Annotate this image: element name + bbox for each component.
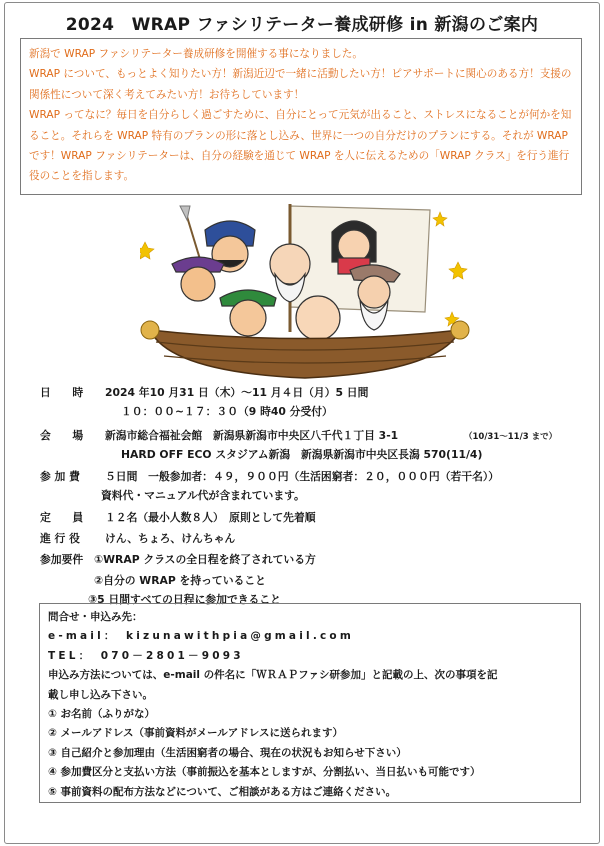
- lucky-gods: [172, 221, 400, 340]
- application-method-2: 載し申し込み下さい。: [48, 688, 153, 701]
- date-value: 2024 年10 月31 日（木）～11 月４日（月）5 日間: [105, 386, 369, 399]
- fee-value-2: 資料代・マニュアル代が含まれています。: [101, 489, 305, 502]
- contact-tel: TEL： 070－2801－9093: [48, 649, 244, 662]
- application-item: ⑤ 事前資料の配布方法などについて、ご相談がある方はご連絡ください。: [48, 785, 397, 798]
- boat-hull: [150, 330, 460, 378]
- application-item: ④ 参加費区分と支払い方法（事前振込を基本としますが、分割払い、当日払いも可能です）: [48, 766, 481, 779]
- requirement-item: ①WRAP クラスの全日程を終了されている方: [94, 553, 316, 566]
- venue-value-2: HARD OFF ECO スタジアム新潟 新潟県新潟市中央区長潟 570(11/4): [121, 448, 483, 461]
- contact-box: [39, 603, 581, 803]
- time-value: １０：００~１７：３０（9 時40 分受付）: [121, 405, 333, 418]
- contact-heading: 問合せ・申込み先：: [48, 611, 143, 623]
- requirement-item: ③5 日間すべての日程に参加できること: [88, 593, 281, 606]
- date-label: 日 時: [40, 386, 84, 399]
- application-item: ② メールアドレス（事前資料がメールアドレスに送られます）: [48, 727, 343, 740]
- facilitator-value: けん、ちょろ、けんちゃん: [105, 532, 236, 545]
- application-method-1: 申込み方法については、e-mail の件名に「ＷＲＡＰファシ研参加」と記載の上、次の事項を記: [48, 669, 498, 682]
- intro-paragraph-2: WRAP について、もっとよく知りたい方！新潟近辺で一緒に活動したい方！ピアサポートに関心のある方！支援の関係性について深く考えてみたい方！お待ちしています！: [29, 68, 572, 101]
- intro-box: [20, 38, 582, 195]
- requirement-item: ②自分の WRAP を持っていること: [94, 574, 266, 587]
- application-item: ① お名前（ふりがな）: [48, 708, 156, 721]
- venue-note: （10/31～11/3 まで）: [464, 432, 558, 442]
- facilitator-label: 進 行 役: [40, 532, 80, 545]
- intro-paragraph-1: 新潟で WRAP ファシリテーター養成研修を開催する事になりました。: [29, 48, 363, 60]
- application-item: ③ 自己紹介と参加理由（生活困窮者の場合、現在の状況もお知らせ下さい）: [48, 746, 407, 759]
- requirements-label: 参加要件: [40, 553, 84, 566]
- capacity-label: 定 員: [40, 511, 84, 524]
- venue-label: 会 場: [40, 429, 84, 442]
- page-title: 2024 WRAP ファシリテーター養成研修 in 新潟のご案内: [65, 15, 539, 35]
- capacity-value: １２名（最小人数８人） 原則として先着順: [105, 511, 316, 524]
- intro-paragraph-3: WRAP ってなに？毎日を自分らしく過ごすために、自分にとって元気が出ること、ストレスになることが何かを知ること。それらを WRAP 特有のプランの形に落とし込み、世界に一つの自分だけのプランにする。それが WRAP です！WRAP ファシリテーターは、自分の経験を通じて WRAP を人に伝えるための「WRAP クラス」を行う進行役のことを指します。: [29, 109, 572, 183]
- fee-value-1: ５日間 一般参加者：４９，９００円（生活困窮者：２０，０００円（若干名））: [105, 470, 500, 483]
- fee-label: 参 加 費: [40, 470, 80, 483]
- contact-email[interactable]: e-mail： kizunawithpia@gmail.com: [48, 630, 354, 643]
- treasure-ship-illustration: [140, 202, 470, 380]
- venue-value-1: 新潟市総合福祉会館 新潟県新潟市中央区八千代１丁目 3-1: [105, 429, 399, 442]
